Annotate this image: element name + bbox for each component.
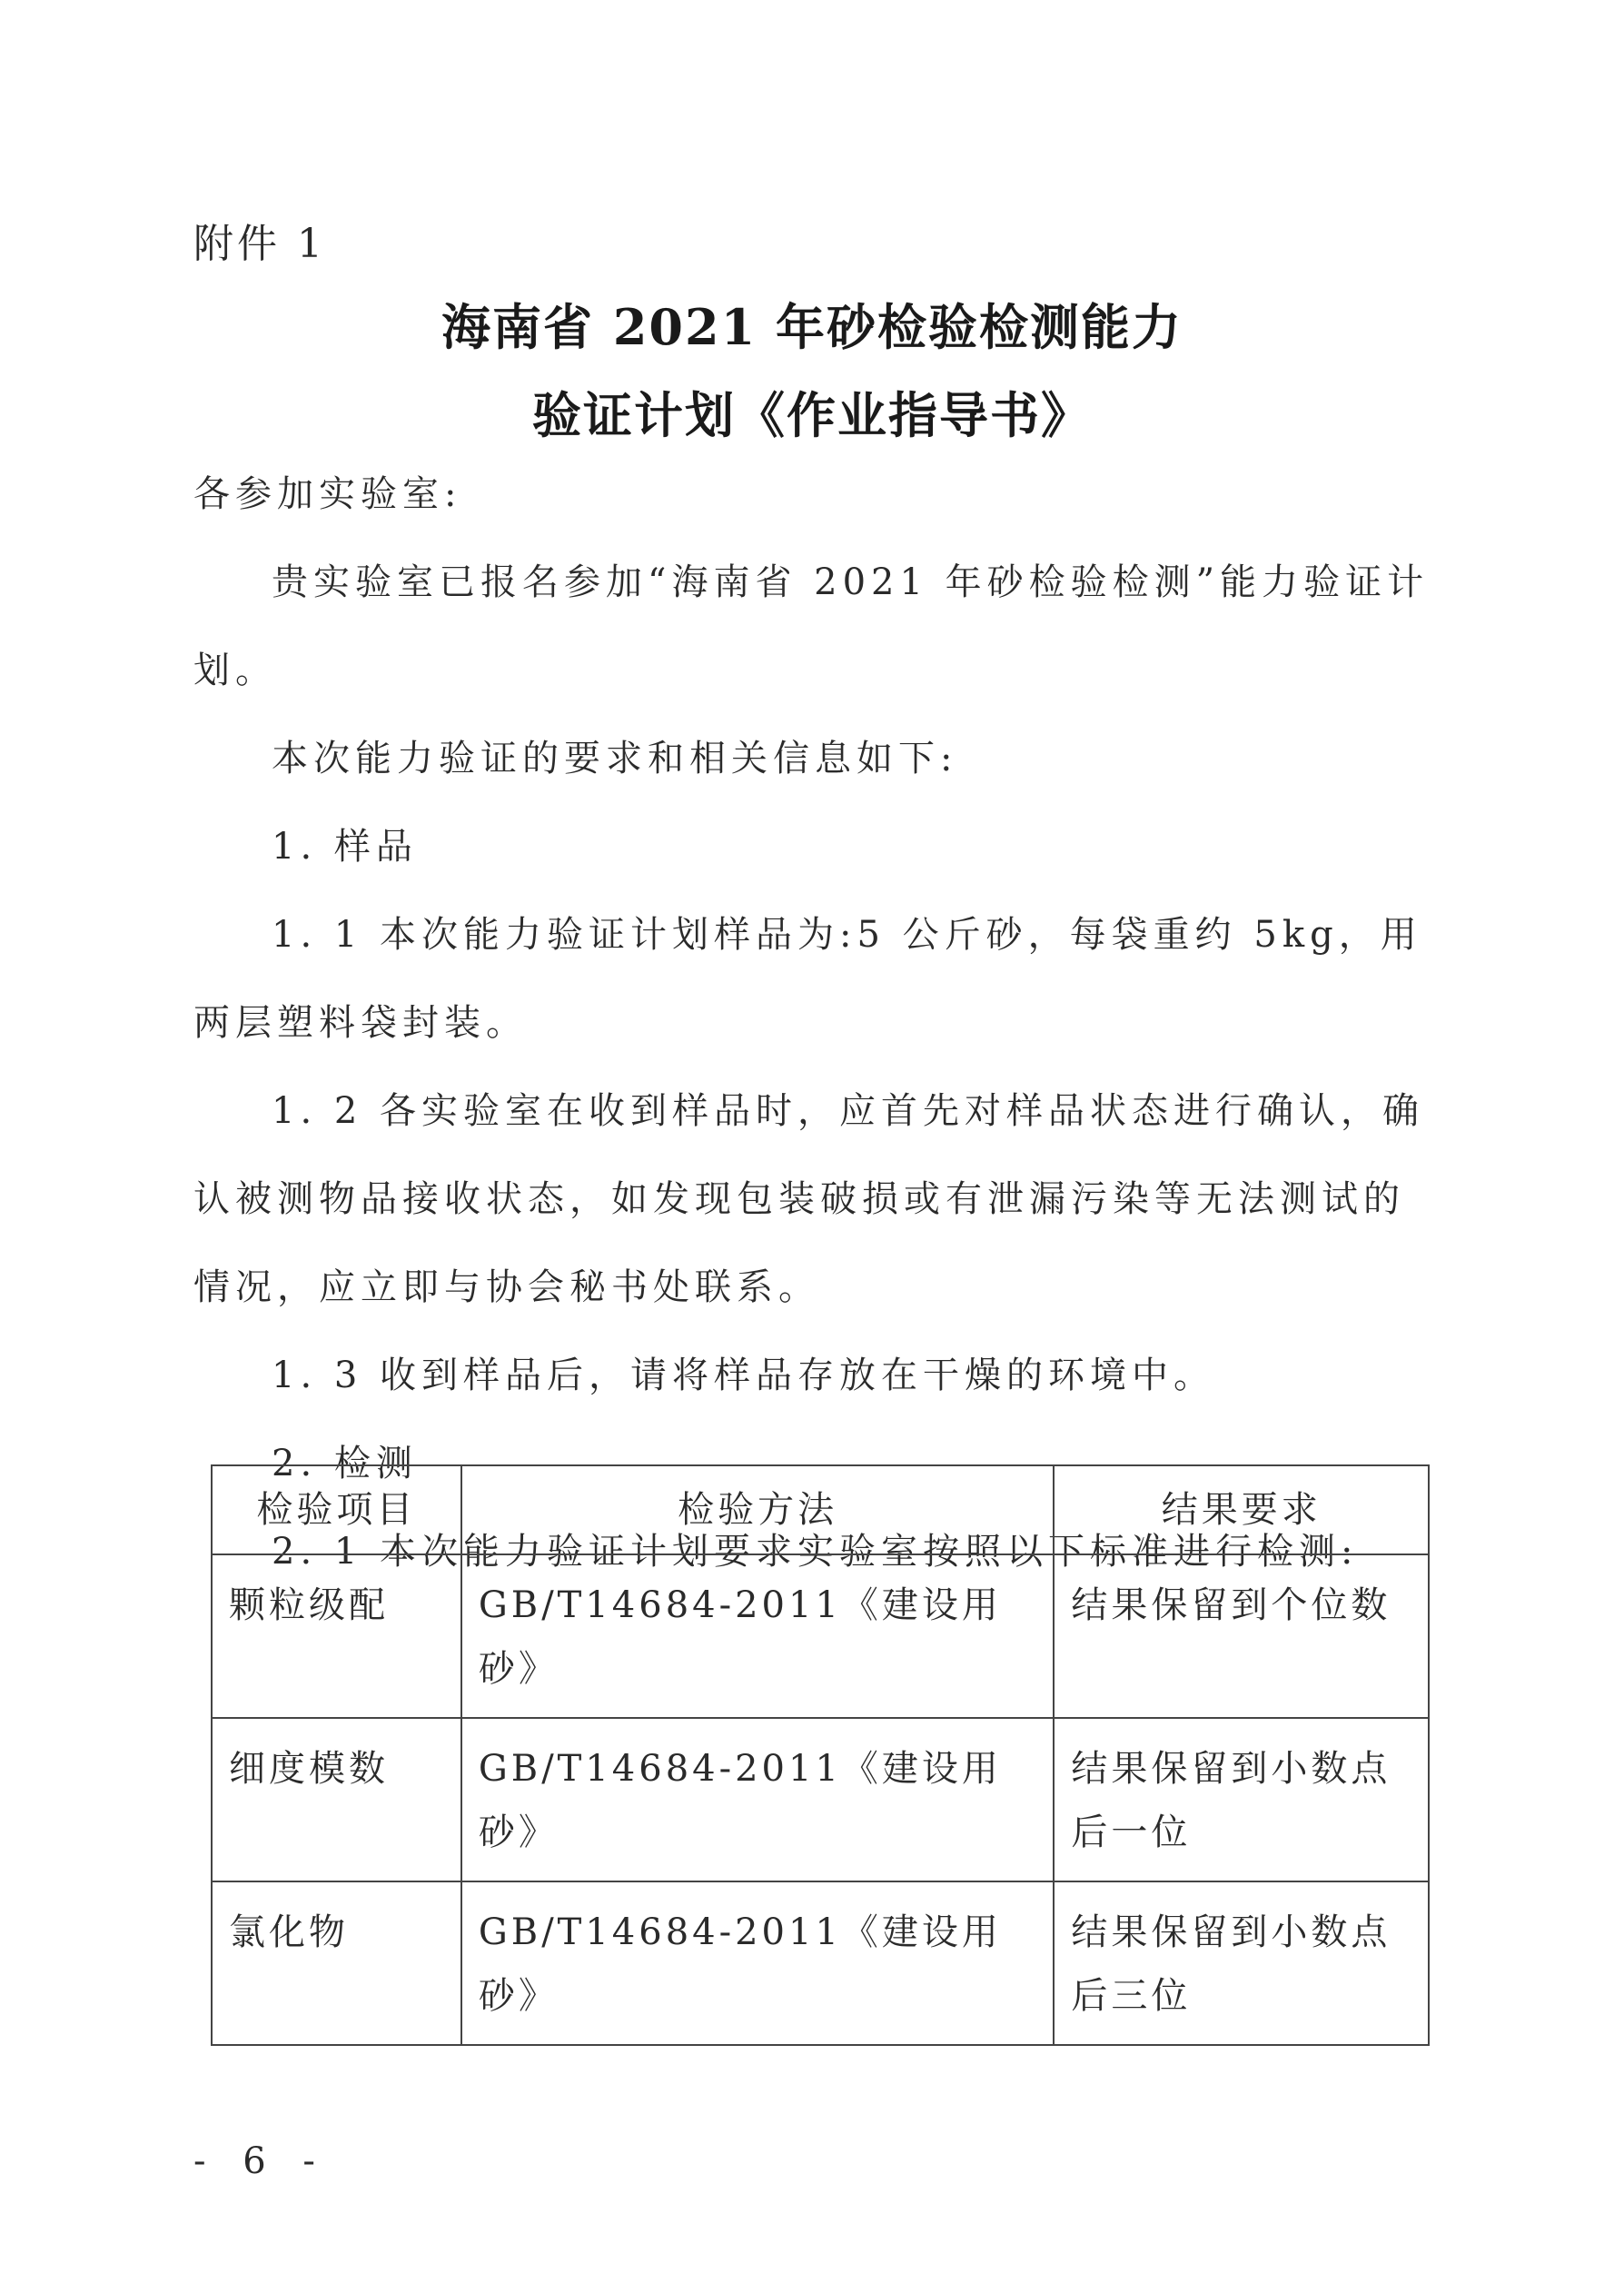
cell-requirement: 结果保留到个位数 — [1054, 1554, 1429, 1718]
cell-requirement: 结果保留到小数点后一位 — [1054, 1718, 1429, 1881]
title-line-1: 海南省 2021 年砂检验检测能力 — [441, 298, 1183, 356]
paragraph-1-1: 1. 1 本次能力验证计划样品为:5 公斤砂，每袋重约 5kg，用两层塑料袋封装。 — [193, 914, 1422, 1044]
cell-method: GB/T14684-2011《建设用砂》 — [461, 1881, 1055, 2045]
cell-requirement: 结果保留到小数点后三位 — [1054, 1881, 1429, 2045]
header-requirement: 结果要求 — [1054, 1465, 1429, 1554]
table-row — [212, 1881, 1429, 2045]
paragraph-1-3: 1. 3 收到样品后，请将样品存放在干燥的环境中。 — [272, 1355, 1216, 1396]
paragraph-registration: 贵实验室已报名参加“海南省 2021 年砂检验检测”能力验证计划。 — [193, 561, 1430, 691]
cell-method: GB/T14684-2011《建设用砂》 — [461, 1718, 1055, 1881]
cell-item: 细度模数 — [212, 1718, 461, 1881]
page-number: - 6 - — [193, 2140, 328, 2182]
cell-item: 氯化物 — [212, 1881, 461, 2045]
paragraph-2-1: 2. 1 本次能力验证计划要求实验室按照以下标准进行检测: — [272, 1531, 1359, 1573]
header-method: 检验方法 — [461, 1465, 1055, 1554]
requirements-table — [211, 1464, 1430, 2046]
title-line-2: 验证计划《作业指导书》 — [532, 386, 1092, 444]
section-heading-testing: 2. 检测 — [272, 1443, 418, 1484]
table-row — [212, 1718, 1429, 1881]
table-header-row — [212, 1465, 1429, 1554]
paragraph-intro: 本次能力验证的要求和相关信息如下: — [272, 738, 958, 779]
cell-item: 颗粒级配 — [212, 1554, 461, 1718]
salutation: 各参加实验室: — [193, 473, 462, 515]
paragraph-1-2: 1. 2 各实验室在收到样品时，应首先对样品状态进行确认，确认被测物品接收状态，如发现包装破损或有泄漏污染等无法测试的情况，应立即与协会秘书处联系。 — [193, 1090, 1425, 1308]
cell-method: GB/T14684-2011《建设用砂》 — [461, 1554, 1055, 1718]
document-body — [193, 451, 1434, 1596]
header-item: 检验项目 — [212, 1465, 461, 1554]
attachment-label: 附件 1 — [193, 221, 326, 267]
table-row — [212, 1554, 1429, 1718]
section-heading-sample: 1. 样品 — [272, 826, 418, 868]
